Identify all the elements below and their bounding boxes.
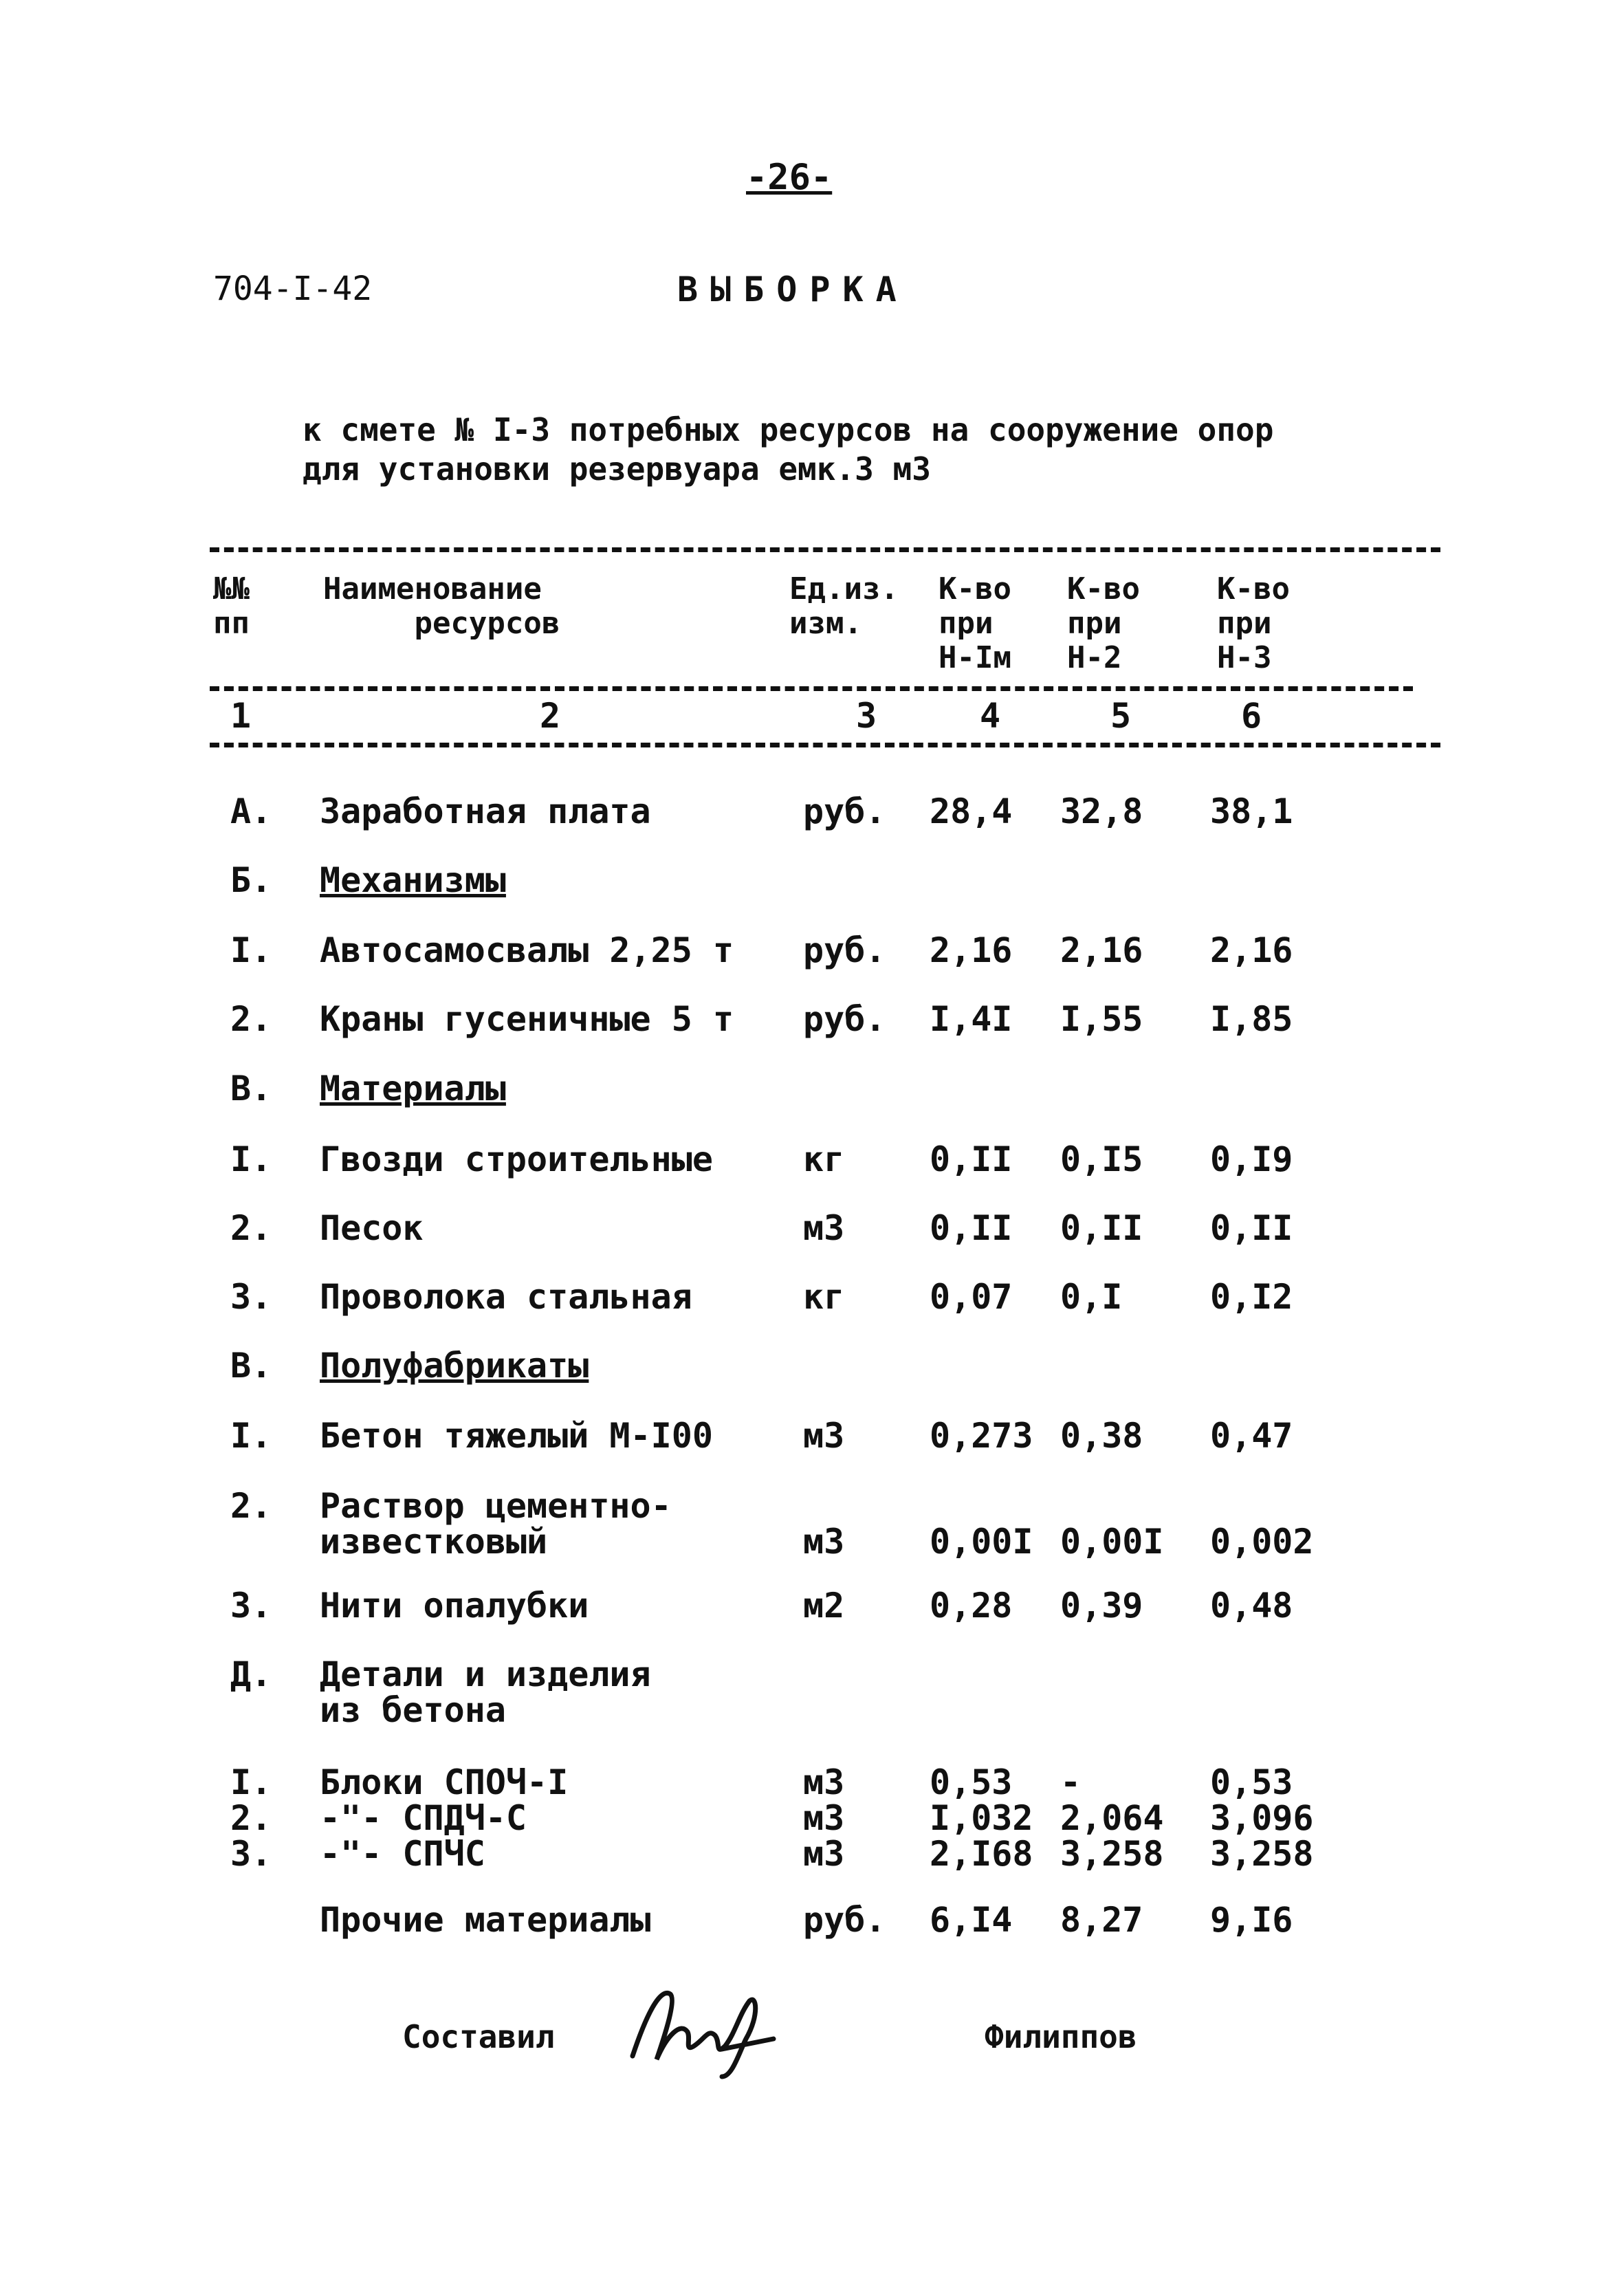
- row-unit: руб.: [803, 930, 886, 970]
- row-qty-h2: 32,8: [1060, 791, 1143, 831]
- row-qty-h1m: I,032: [930, 1798, 1033, 1838]
- header-col-unit: Ед.из. изм.: [789, 571, 899, 641]
- row-qty-h1m: 0,II: [930, 1208, 1013, 1248]
- row-qty-h3: 0,I2: [1210, 1277, 1293, 1317]
- row-name: Краны гусеничные 5 т: [320, 999, 734, 1039]
- column-number: 3: [856, 696, 877, 736]
- row-qty-h2: I,55: [1060, 999, 1143, 1039]
- column-number: 6: [1241, 696, 1262, 736]
- header-col-name: Наименование ресурсов: [323, 571, 560, 641]
- row-qty-h1m: 0,II: [930, 1139, 1013, 1179]
- row-unit: кг: [803, 1277, 845, 1317]
- row-qty-h1m: 0,07: [930, 1277, 1013, 1317]
- row-qty-h2: 0,II: [1060, 1208, 1143, 1248]
- row-qty-h1m: 6,I4: [930, 1900, 1013, 1940]
- row-qty-h1m: 28,4: [930, 791, 1013, 831]
- header-col-qty-h2: К-во при Н-2: [1067, 571, 1140, 675]
- row-qty-h2: 2,16: [1060, 930, 1143, 970]
- row-qty-h3: 0,002: [1210, 1522, 1314, 1562]
- signature-image: [619, 1974, 784, 2084]
- table-row: [0, 1585, 1624, 1626]
- row-qty-h1m: 2,16: [930, 930, 1013, 970]
- section-row: [0, 1690, 1624, 1731]
- row-name: -"- СПЧС: [320, 1834, 485, 1874]
- row-unit: м2: [803, 1586, 845, 1626]
- header-col-number: №№ пп: [213, 571, 250, 641]
- column-numbers-rule: [210, 743, 1440, 747]
- section-index: Б.: [230, 860, 272, 900]
- table-row: [0, 1521, 1624, 1562]
- row-qty-h3: 0,53: [1210, 1762, 1293, 1802]
- table-row: [0, 1833, 1624, 1874]
- section-index: В.: [230, 1346, 272, 1386]
- row-qty-h1m: 0,28: [930, 1586, 1013, 1626]
- section-index: Д.: [230, 1654, 272, 1694]
- row-index: 2.: [230, 1208, 272, 1248]
- row-unit: руб.: [803, 999, 886, 1039]
- table-row: [0, 1899, 1624, 1940]
- row-qty-h3: 9,I6: [1210, 1900, 1293, 1940]
- section-title-cont: из бетона: [320, 1690, 506, 1730]
- header-col-qty-h1m: К-во при Н-Iм: [939, 571, 1011, 675]
- column-number: 4: [980, 696, 1001, 736]
- row-qty-h2: 8,27: [1060, 1900, 1143, 1940]
- row-index: 3.: [230, 1586, 272, 1626]
- row-name: Автосамосвалы 2,25 т: [320, 930, 734, 970]
- row-name: Проволока стальная: [320, 1277, 692, 1317]
- row-index: I.: [230, 1416, 272, 1456]
- row-qty-h2: 0,38: [1060, 1416, 1143, 1456]
- row-qty-h3: 2,16: [1210, 930, 1293, 970]
- table-row: [0, 1797, 1624, 1839]
- subtitle-line-1: к смете № I-3 потребных ресурсов на сооружение опор: [303, 411, 1274, 448]
- row-qty-h2: 2,064: [1060, 1798, 1164, 1838]
- section-title: Механизмы: [320, 860, 506, 900]
- row-qty-h1m: I,4I: [930, 999, 1013, 1039]
- table-row: [0, 998, 1624, 1040]
- row-index: I.: [230, 1762, 272, 1802]
- table-top-rule: [210, 547, 1440, 552]
- row-name: -"- СПДЧ-С: [320, 1798, 527, 1838]
- section-title: Детали и изделия: [320, 1654, 651, 1694]
- row-name: Блоки СПОЧ-I: [320, 1762, 569, 1802]
- row-qty-h2: -: [1060, 1762, 1082, 1802]
- table-row: [0, 1207, 1624, 1249]
- row-qty-h3: 38,1: [1210, 791, 1293, 831]
- row-qty-h1m: 0,53: [930, 1762, 1013, 1802]
- header-bottom-rule: [210, 686, 1413, 691]
- row-unit: руб.: [803, 1900, 886, 1940]
- row-name: Гвозди строительные: [320, 1139, 713, 1179]
- page-number: -26-: [746, 157, 833, 198]
- row-name: Нити опалубки: [320, 1586, 589, 1626]
- row-qty-h2: 0,I: [1060, 1277, 1123, 1317]
- table-row: [0, 1485, 1624, 1527]
- table-row: [0, 1762, 1624, 1803]
- document-title: ВЫБОРКА: [677, 270, 909, 309]
- row-index: I.: [230, 1139, 272, 1179]
- row-index: 2.: [230, 999, 272, 1039]
- table-row: [0, 1276, 1624, 1318]
- row-qty-h3: 3,258: [1210, 1834, 1314, 1874]
- row-qty-h2: 0,00I: [1060, 1522, 1164, 1562]
- row-index: 2.: [230, 1798, 272, 1838]
- row-name: Заработная плата: [320, 791, 651, 831]
- table-row: [0, 791, 1624, 832]
- section-row: [0, 860, 1624, 901]
- table-row: [0, 1415, 1624, 1456]
- row-unit: м3: [803, 1834, 845, 1874]
- row-unit: м3: [803, 1416, 845, 1456]
- row-unit: м3: [803, 1522, 845, 1562]
- row-qty-h3: 0,48: [1210, 1586, 1293, 1626]
- column-number: 1: [230, 696, 252, 736]
- row-name: Бетон тяжелый М-I00: [320, 1416, 713, 1456]
- column-number: 5: [1110, 696, 1132, 736]
- header-col-qty-h3: К-во при Н-3: [1217, 571, 1290, 675]
- section-title: Полуфабрикаты: [320, 1346, 589, 1386]
- row-name: Песок: [320, 1208, 424, 1248]
- section-row: [0, 1068, 1624, 1109]
- row-index: 2.: [230, 1486, 272, 1526]
- compiler-name: Филиппов: [985, 2018, 1137, 2055]
- row-qty-h3: 0,I9: [1210, 1139, 1293, 1179]
- row-name: Прочие материалы: [320, 1900, 651, 1940]
- column-number: 2: [540, 696, 561, 736]
- row-index: 3.: [230, 1277, 272, 1317]
- row-unit: м3: [803, 1208, 845, 1248]
- row-qty-h1m: 0,273: [930, 1416, 1033, 1456]
- row-name: известковый: [320, 1522, 548, 1562]
- row-qty-h3: 0,47: [1210, 1416, 1293, 1456]
- row-unit: м3: [803, 1762, 845, 1802]
- row-index: I.: [230, 930, 272, 970]
- row-qty-h2: 3,258: [1060, 1834, 1164, 1874]
- section-index: В.: [230, 1069, 272, 1108]
- row-qty-h3: 3,096: [1210, 1798, 1314, 1838]
- row-qty-h1m: 2,I68: [930, 1834, 1033, 1874]
- section-title: Материалы: [320, 1069, 506, 1108]
- row-unit: м3: [803, 1798, 845, 1838]
- row-qty-h2: 0,39: [1060, 1586, 1143, 1626]
- table-row: [0, 1139, 1624, 1180]
- table-row: [0, 930, 1624, 971]
- row-qty-h1m: 0,00I: [930, 1522, 1033, 1562]
- row-index: А.: [230, 791, 272, 831]
- subtitle-line-2: для установки резервуара емк.3 м3: [303, 450, 931, 488]
- row-index: 3.: [230, 1834, 272, 1874]
- row-unit: руб.: [803, 791, 886, 831]
- row-unit: кг: [803, 1139, 845, 1179]
- compiled-by-label: Составил: [402, 2018, 555, 2055]
- document-code: 704-I-42: [213, 270, 373, 308]
- section-row: [0, 1345, 1624, 1386]
- row-name: Раствор цементно-: [320, 1486, 672, 1526]
- row-qty-h3: 0,II: [1210, 1208, 1293, 1248]
- row-qty-h3: I,85: [1210, 999, 1293, 1039]
- row-qty-h2: 0,I5: [1060, 1139, 1143, 1179]
- section-row: [0, 1654, 1624, 1695]
